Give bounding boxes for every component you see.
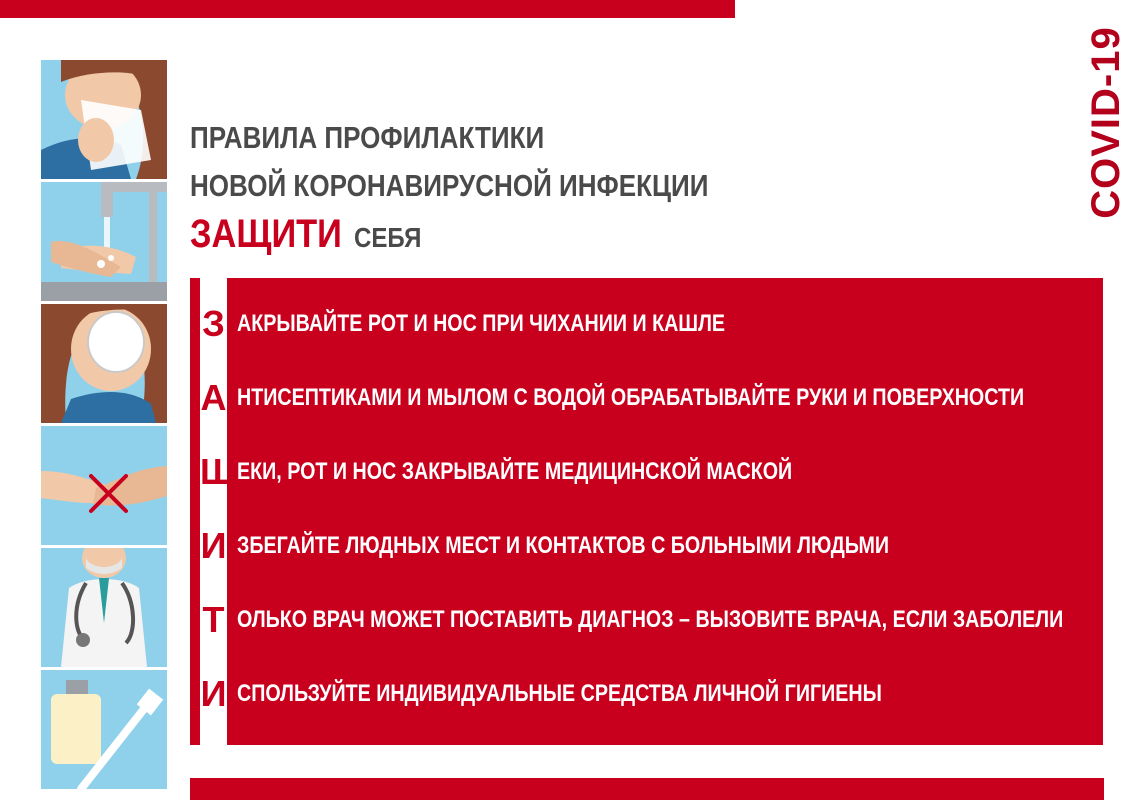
rule-row [190, 368, 1103, 428]
covid-label-text: COVID-19 [1083, 26, 1128, 219]
title-line-1: ПРАВИЛА ПРОФИЛАКТИКИ [190, 120, 545, 155]
rule-initial-letter: А [200, 377, 227, 418]
rule-text: ЕКИ, РОТ И НОС ЗАКРЫВАЙТЕ МЕДИЦИНСКОЙ МАСКОЙ [237, 458, 793, 485]
rule-text: СПОЛЬЗУЙТЕ ИНДИВИДУАЛЬНЫЕ СРЕДСТВА ЛИЧНОЙ ГИГИЕНЫ [237, 680, 882, 707]
illustration-column [41, 60, 167, 792]
rule-text: ЗБЕГАЙТЕ ЛЮДНЫХ МЕСТ И КОНТАКТОВ С БОЛЬНЫМИ ЛЮДЬМИ [237, 532, 890, 559]
hand-washing-icon [41, 182, 167, 301]
soap-toothbrush-icon [41, 670, 167, 789]
no-handshake-icon [41, 426, 167, 545]
rule-initial-letter: И [200, 673, 227, 714]
page-title [190, 114, 708, 210]
rules-panel [190, 278, 1103, 745]
rule-initial-letter: З [202, 303, 225, 344]
rule-initial-letter: Щ [200, 451, 237, 492]
sneezing-person-icon [41, 60, 167, 179]
doctor-icon [41, 548, 167, 667]
rule-initial-letter: И [200, 525, 227, 566]
bottom-accent-bar [190, 778, 1104, 800]
covid-side-label [1076, 20, 1132, 225]
rule-text: НТИСЕПТИКАМИ И МЫЛОМ С ВОДОЙ ОБРАБАТЫВАЙТЕ РУКИ И ПОВЕРХНОСТИ [237, 384, 1025, 411]
face-mask-icon [41, 304, 167, 423]
top-accent-bar [0, 0, 735, 18]
rule-row [190, 294, 1103, 354]
rule-text: ОЛЬКО ВРАЧ МОЖЕТ ПОСТАВИТЬ ДИАГНОЗ – ВЫЗОВИТЕ ВРАЧА, ЕСЛИ ЗАБОЛЕЛИ [237, 606, 1064, 633]
slogan-word-self: СЕБЯ [353, 222, 422, 253]
slogan [190, 212, 421, 257]
rule-text: АКРЫВАЙТЕ РОТ И НОС ПРИ ЧИХАНИИ И КАШЛЕ [237, 310, 726, 337]
rule-row [190, 664, 1103, 724]
title-line-2: НОВОЙ КОРОНАВИРУСНОЙ ИНФЕКЦИИ [190, 168, 709, 203]
rule-row [190, 516, 1103, 576]
rule-row [190, 590, 1103, 650]
slogan-word-protect: ЗАЩИТИ [190, 212, 342, 256]
rule-row [190, 442, 1103, 502]
rule-initial-letter: Т [202, 599, 225, 640]
